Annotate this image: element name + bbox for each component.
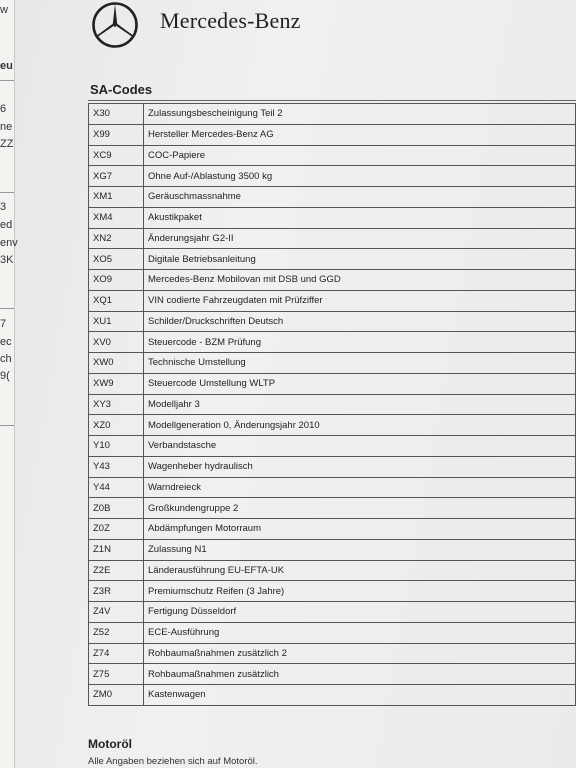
table-row — [89, 643, 576, 664]
sa-code-cell: XO9 — [89, 270, 144, 291]
left-fragment: 9( — [0, 370, 10, 382]
sa-code-cell: Y44 — [89, 477, 144, 498]
table-row — [89, 415, 576, 436]
table-row — [89, 539, 576, 560]
sa-codes-table — [88, 103, 576, 706]
left-fragment: env — [0, 237, 18, 249]
table-row — [89, 166, 576, 187]
left-fragment: ch — [0, 353, 12, 365]
table-row — [89, 249, 576, 270]
sa-code-cell: Y10 — [89, 436, 144, 457]
sa-code-cell: X30 — [89, 104, 144, 125]
sa-description-cell: Premiumschutz Reifen (3 Jahre) — [144, 581, 576, 602]
table-row — [89, 456, 576, 477]
table-row — [89, 373, 576, 394]
sa-code-cell: Z74 — [89, 643, 144, 664]
sa-code-cell: XM1 — [89, 187, 144, 208]
sa-code-cell: Z0Z — [89, 519, 144, 540]
left-fragment: ec — [0, 336, 12, 348]
sa-description-cell: Verbandstasche — [144, 436, 576, 457]
sa-code-cell: XU1 — [89, 311, 144, 332]
sa-code-cell: XW0 — [89, 353, 144, 374]
sa-description-cell: Digitale Betriebsanleitung — [144, 249, 576, 270]
sa-description-cell: Steuercode - BZM Prüfung — [144, 332, 576, 353]
sa-code-cell: XY3 — [89, 394, 144, 415]
adjacent-page-edge — [0, 0, 18, 768]
table-row — [89, 290, 576, 311]
left-fragment: 7 — [0, 318, 7, 330]
table-row — [89, 145, 576, 166]
sa-description-cell: Zulassung N1 — [144, 539, 576, 560]
left-fragment: 3 — [0, 201, 7, 213]
sa-code-cell: XC9 — [89, 145, 144, 166]
left-fragment: 6 — [0, 103, 7, 115]
table-row — [89, 311, 576, 332]
table-row — [89, 581, 576, 602]
sa-description-cell: Warndreieck — [144, 477, 576, 498]
sa-code-cell: Z4V — [89, 602, 144, 623]
left-fragment: w — [0, 4, 8, 16]
sa-codes-title: SA-Codes — [90, 82, 153, 97]
table-row — [89, 228, 576, 249]
table-row — [89, 664, 576, 685]
sa-code-cell: XZ0 — [89, 415, 144, 436]
table-row — [89, 602, 576, 623]
sa-description-cell: Fertigung Düsseldorf — [144, 602, 576, 623]
sa-description-cell: Modelljahr 3 — [144, 394, 576, 415]
table-row — [89, 332, 576, 353]
sa-description-cell: Akustikpaket — [144, 207, 576, 228]
table-row — [89, 394, 576, 415]
sa-code-cell: Z1N — [89, 539, 144, 560]
sa-description-cell: Mercedes-Benz Mobilovan mit DSB und GGD — [144, 270, 576, 291]
left-fragment: 3K — [0, 254, 14, 266]
sa-code-cell: X99 — [89, 124, 144, 145]
table-row — [89, 270, 576, 291]
sa-description-cell: Änderungsjahr G2-II — [144, 228, 576, 249]
table-row — [89, 498, 576, 519]
left-fragment: ne — [0, 121, 13, 133]
sa-code-cell: Y43 — [89, 456, 144, 477]
table-row — [89, 353, 576, 374]
sa-description-cell: Zulassungsbescheinigung Teil 2 — [144, 104, 576, 125]
sa-code-cell: XG7 — [89, 166, 144, 187]
sa-description-cell: COC-Papiere — [144, 145, 576, 166]
sa-description-cell: Rohbaumaßnahmen zusätzlich 2 — [144, 643, 576, 664]
sa-code-cell: XM4 — [89, 207, 144, 228]
motoroel-text: Alle Angaben beziehen sich auf Motoröl. — [88, 756, 258, 767]
left-fragment: ed — [0, 219, 13, 231]
sa-description-cell: Technische Umstellung — [144, 353, 576, 374]
table-row — [89, 519, 576, 540]
sa-code-cell: XQ1 — [89, 290, 144, 311]
table-row — [89, 622, 576, 643]
table-row — [89, 124, 576, 145]
table-row — [89, 436, 576, 457]
sa-description-cell: Modellgeneration 0, Änderungsjahr 2010 — [144, 415, 576, 436]
sa-code-cell: XV0 — [89, 332, 144, 353]
sa-code-cell: ZM0 — [89, 685, 144, 706]
table-row — [89, 104, 576, 125]
sa-code-cell: XW9 — [89, 373, 144, 394]
table-row — [89, 685, 576, 706]
table-row — [89, 187, 576, 208]
sa-description-cell: Länderausführung EU-EFTA-UK — [144, 560, 576, 581]
sa-code-cell: Z3R — [89, 581, 144, 602]
sa-description-cell: Großkundengruppe 2 — [144, 498, 576, 519]
section-rule — [88, 100, 576, 101]
left-fragment: eu — [0, 60, 13, 72]
sa-code-cell: XO5 — [89, 249, 144, 270]
sa-description-cell: Kastenwagen — [144, 685, 576, 706]
sa-description-cell: VIN codierte Fahrzeugdaten mit Prüfziffer — [144, 290, 576, 311]
sa-description-cell: Geräuschmassnahme — [144, 187, 576, 208]
sa-description-cell: Schilder/Druckschriften Deutsch — [144, 311, 576, 332]
left-fragment: ZZ — [0, 138, 14, 150]
sa-code-cell: Z2E — [89, 560, 144, 581]
table-row — [89, 207, 576, 228]
sa-description-cell: Wagenheber hydraulisch — [144, 456, 576, 477]
sa-code-cell: Z75 — [89, 664, 144, 685]
sa-code-cell: Z52 — [89, 622, 144, 643]
motoroel-title: Motoröl — [88, 737, 132, 751]
sa-description-cell: Rohbaumaßnahmen zusätzlich — [144, 664, 576, 685]
sa-description-cell: ECE-Ausführung — [144, 622, 576, 643]
sa-description-cell: Steuercode Umstellung WLTP — [144, 373, 576, 394]
sa-description-cell: Hersteller Mercedes-Benz AG — [144, 124, 576, 145]
sa-description-cell: Ohne Auf-/Ablastung 3500 kg — [144, 166, 576, 187]
sa-code-cell: XN2 — [89, 228, 144, 249]
sa-code-cell: Z0B — [89, 498, 144, 519]
brand-wordmark: Mercedes-Benz — [160, 8, 301, 33]
table-row — [89, 560, 576, 581]
mercedes-star-icon — [90, 0, 140, 50]
sa-description-cell: Abdämpfungen Motorraum — [144, 519, 576, 540]
table-row — [89, 477, 576, 498]
